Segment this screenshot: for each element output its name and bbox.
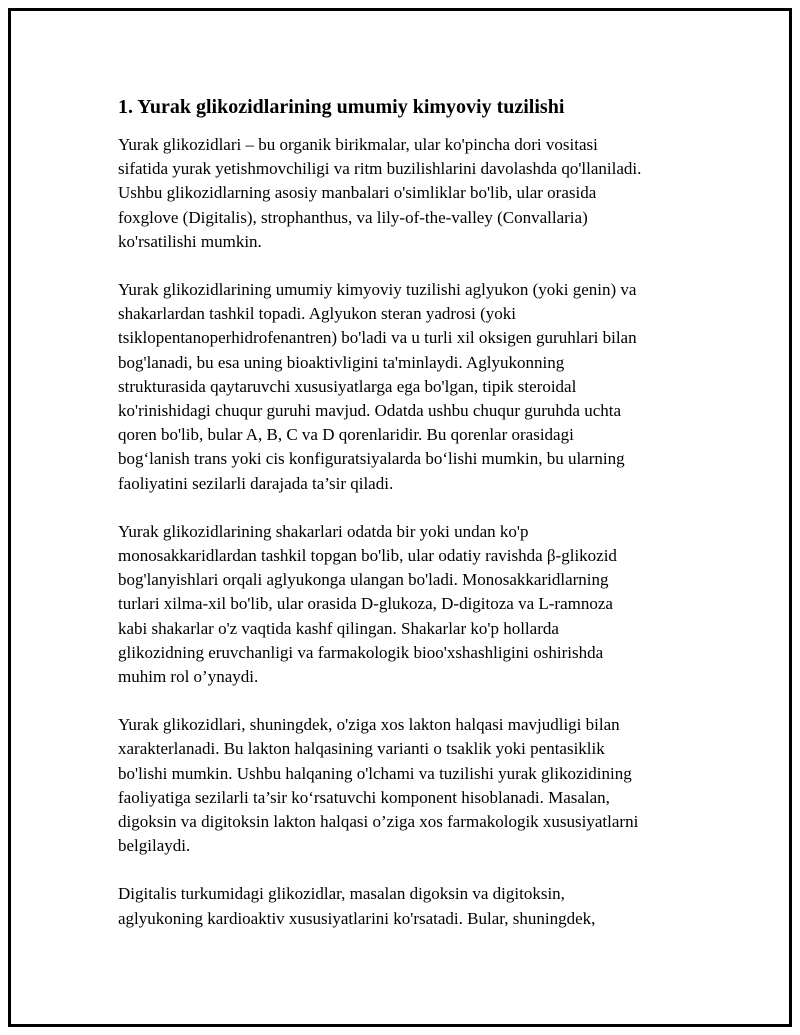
text-line: aglyukoning kardioaktiv xususiyatlarini ko'rsatadi. Bular, shuningdek, — [118, 908, 596, 928]
text-line: Yurak glikozidlari, shuningdek, o'ziga xos lakton halqasi mavjudligi bilan — [118, 715, 620, 735]
text-line: kabi shakarlar o'z vaqtida kashf qilingan. Shakarlar ko'p hollarda — [118, 618, 559, 638]
text-line: glikozidning eruvchanligi va farmakologik bioo'xshashligini oshirishda — [118, 642, 604, 662]
text-line: bog'lanyishlari orqali aglyukonga ulangan bo'ladi. Monosakkaridlarning — [118, 570, 609, 590]
paragraph-1 — [118, 133, 698, 254]
text-line: ko'rinishidagi chuqur guruhi mavjud. Odatda ushbu chuqur guruhda uchta — [118, 401, 622, 421]
text-line: qoren bo'lib, bular A, B, C va D qorenlaridir. Bu qorenlar orasidagi — [118, 425, 574, 445]
text-line: bo'lishi mumkin. Ushbu halqaning o'lchami va tuzilishi yurak glikozidining — [118, 763, 632, 783]
text-line: digoksin va digitoksin lakton halqasi o’ziga xos farmakologik xususiyatlarni — [118, 812, 639, 832]
text-line: belgilaydi. — [118, 836, 191, 856]
paragraph-4 — [118, 713, 698, 858]
text-line: Yurak glikozidlari – bu organik birikmalar, ular ko'pincha dori vositasi — [118, 135, 598, 154]
text-line: tsiklopentanoperhidrofenantren) bo'ladi va u turli xil oksigen guruhlari bilan — [118, 328, 637, 348]
paragraph-5 — [118, 882, 698, 930]
text-line: bog'lanadi, bu esa uning bioaktivligini ta'minlaydi. Aglyukonning — [118, 352, 565, 372]
document-body — [118, 93, 698, 955]
text-line: turlari xilma-xil bo'lib, ular orasida D-glukoza, D-digitoza va L-ramnoza — [118, 594, 613, 614]
text-line: ko'rsatilishi mumkin. — [118, 231, 262, 251]
text-line: Yurak glikozidlarining shakarlari odatda bir yoki undan ko'p — [118, 521, 529, 541]
text-line: strukturasida qaytaruvchi xususiyatlarga ega bo'lgan, tipik steroidal — [118, 376, 577, 396]
section-title: 1. Yurak glikozidlarining umumiy kimyoviy tuzilishi — [118, 96, 565, 118]
text-line: Yurak glikozidlarining umumiy kimyoviy tuzilishi aglyukon (yoki genin) va — [118, 280, 637, 300]
text-line: muhim rol o’ynaydi. — [118, 667, 259, 687]
paragraph-2 — [118, 278, 698, 496]
text-line: xarakterlanadi. Bu lakton halqasining varianti o tsaklik yoki pentasiklik — [118, 739, 605, 759]
text-line: faoliyatiga sezilarli ta’sir ko‘rsatuvchi komponent hisoblanadi. Masalan, — [118, 787, 610, 807]
paragraph-3 — [118, 520, 698, 689]
text-line: monosakkaridlardan tashkil topgan bo'lib, ular odatiy ravishda β-glikozid — [118, 546, 617, 566]
text-line: bog‘lanish trans yoki cis konfiguratsiyalarda bo‘lishi mumkin, bu ularning — [118, 449, 625, 469]
text-line: faoliyatini sezilarli darajada ta’sir qiladi. — [118, 473, 394, 493]
text-line: shakarlardan tashkil topadi. Aglyukon steran yadrosi (yoki — [118, 304, 516, 324]
text-line: Digitalis turkumidagi glikozidlar, masalan digoksin va digitoksin, — [118, 884, 565, 904]
text-line: sifatida yurak yetishmovchiligi va ritm buzilishlarini davolashda qo'llaniladi. — [118, 159, 642, 179]
text-line: foxglove (Digitalis), strophanthus, va lily-of-the-valley (Convallaria) — [118, 207, 588, 227]
text-line: Ushbu glikozidlarning asosiy manbalari o'simliklar bo'lib, ular orasida — [118, 183, 597, 203]
